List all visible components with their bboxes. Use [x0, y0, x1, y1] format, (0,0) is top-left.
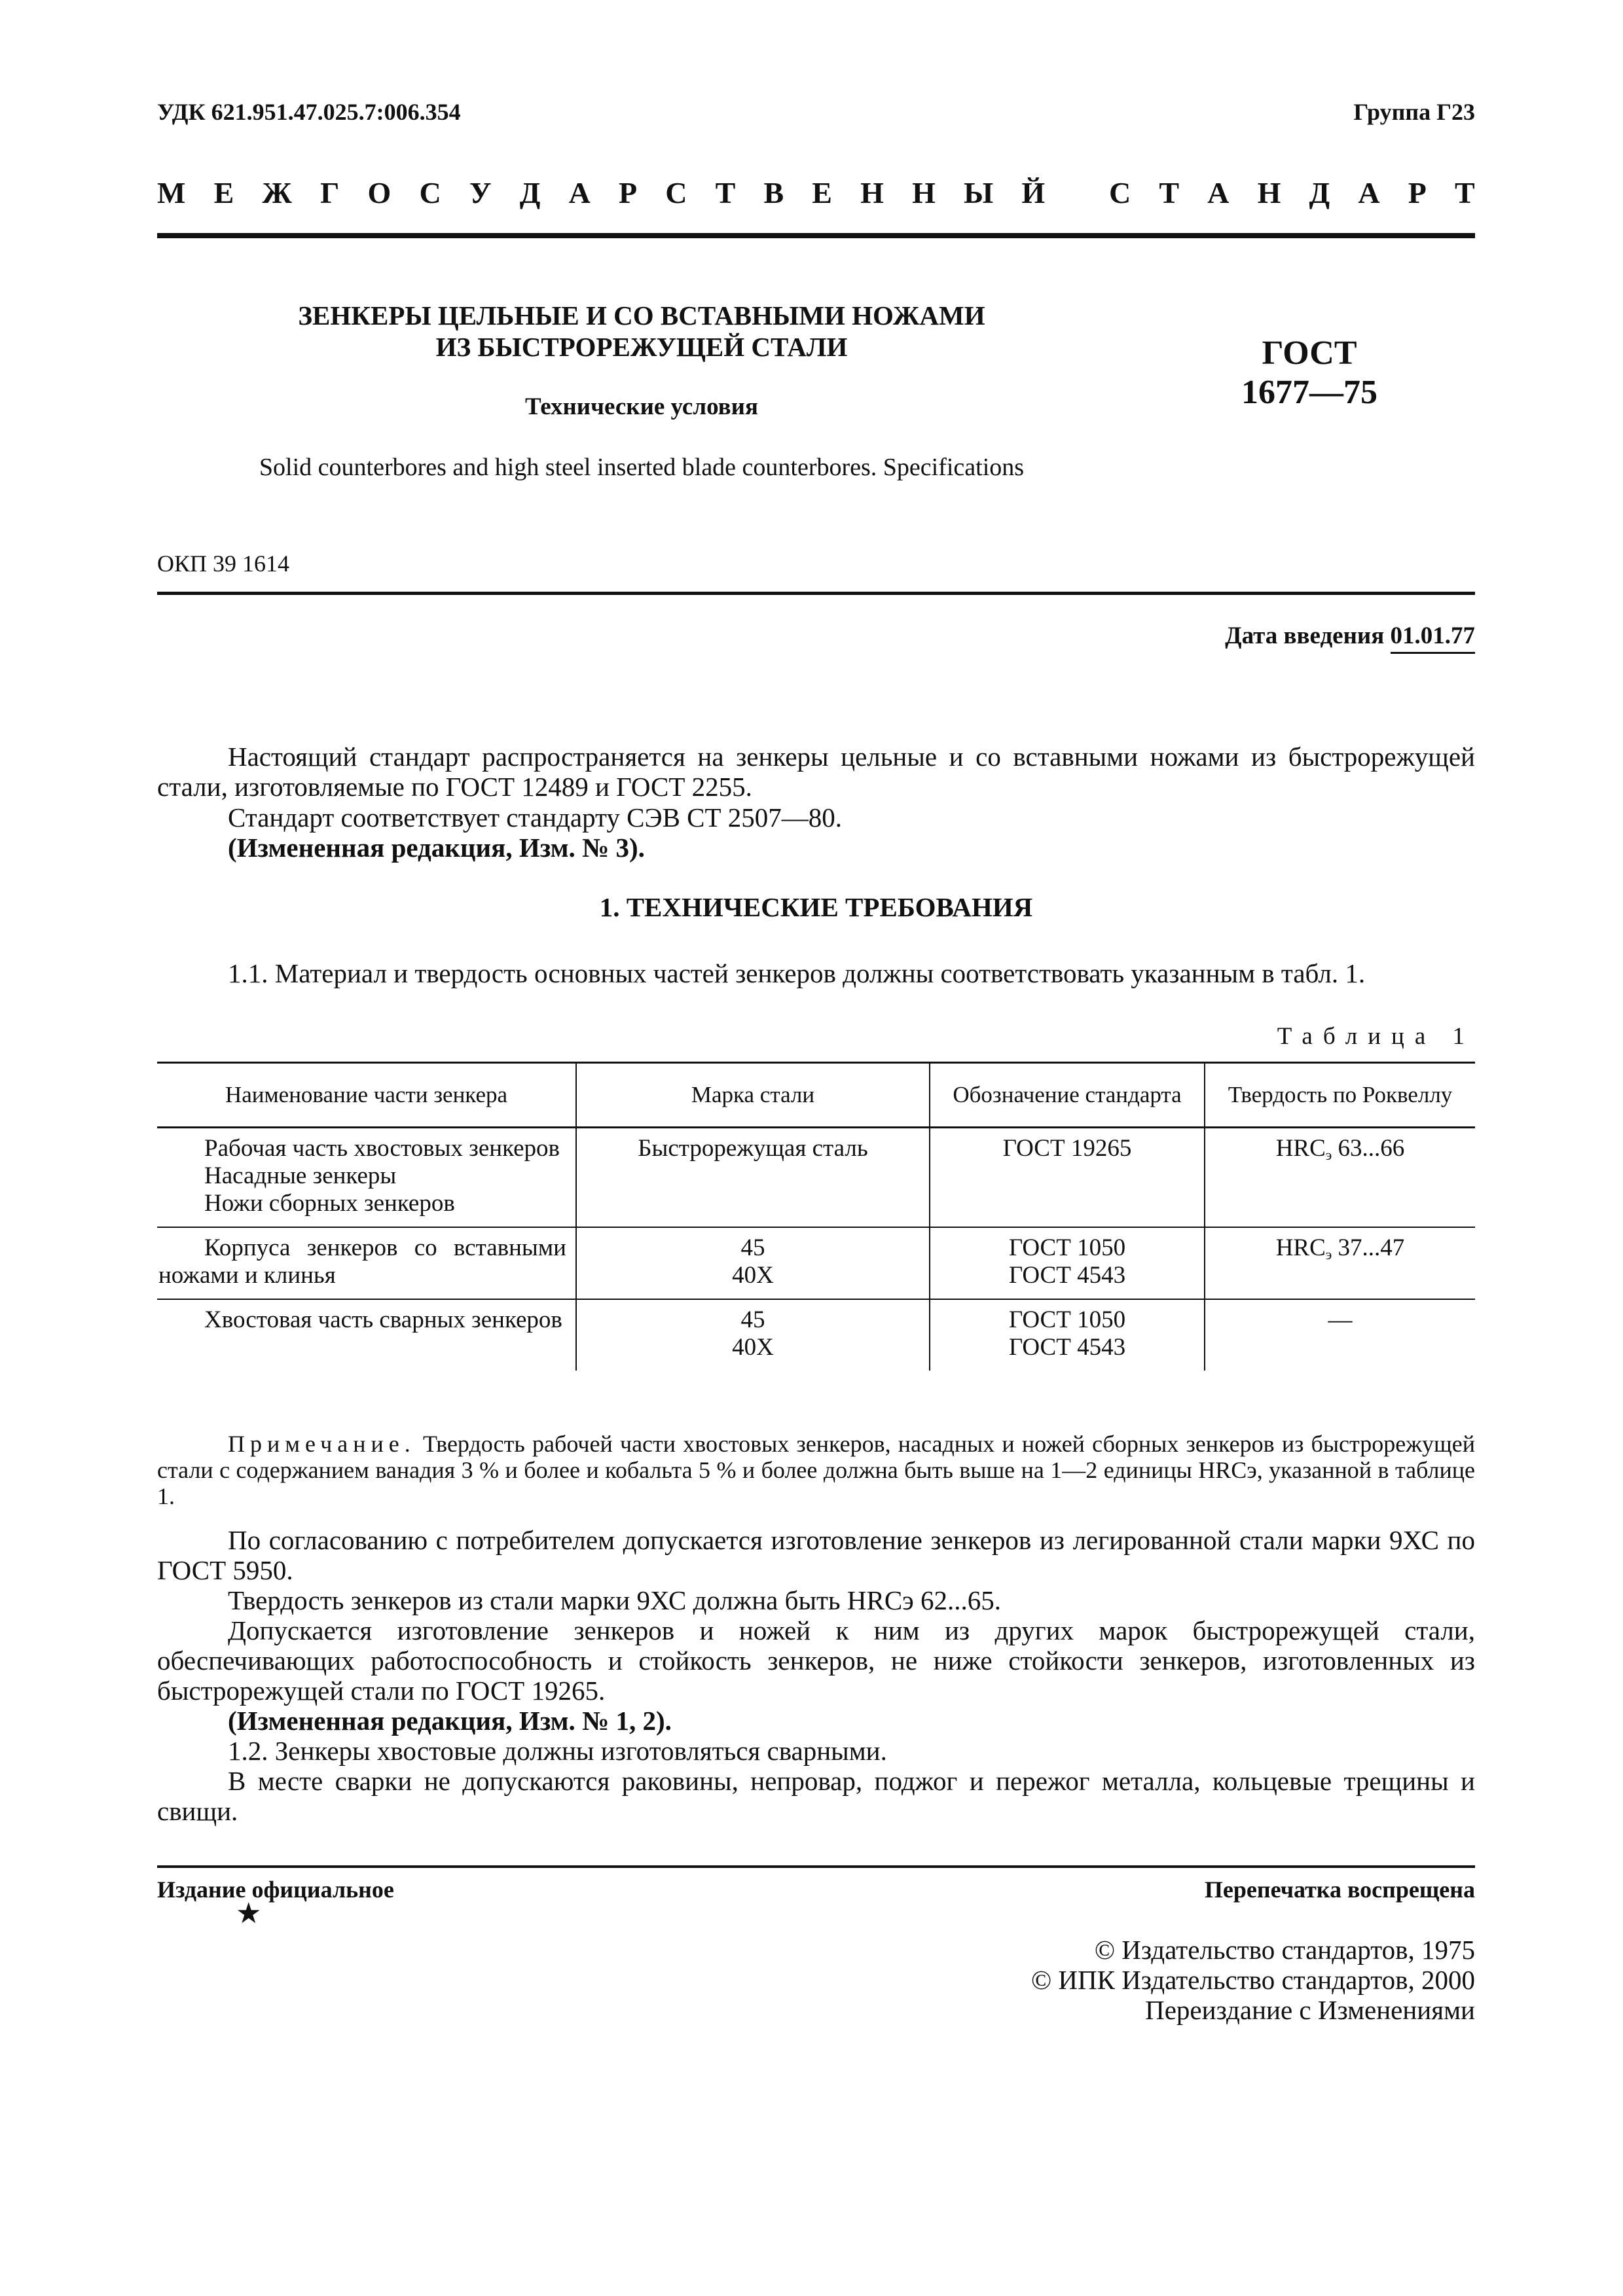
- intro-paragraph-1: Настоящий стандарт распространяется на зенкеры цельные и со вставными ножами из быстрорежущей стали, изготовляемые по ГОСТ 12489 и ГОСТ 2255.: [157, 742, 1475, 802]
- hardness-value: $HRC_э$ 63...66: [1275, 1135, 1405, 1163]
- standard-ref: ГОСТ 4543: [1008, 1262, 1126, 1289]
- copyright-1975: © Издательство стандартов, 1975: [1094, 1935, 1475, 1965]
- table-cell-hardness: [1205, 1128, 1475, 1228]
- intro-paragraph-2: Стандарт соответствует стандарту СЭВ СТ 2507—80.: [228, 802, 843, 833]
- standard-type-heading: [157, 175, 1475, 210]
- note-label: Примечание.: [228, 1431, 416, 1457]
- title-line-1: ЗЕНКЕРЫ ЦЕЛЬНЫЕ И СО ВСТАВНЫМИ НОЖАМИ: [298, 300, 985, 331]
- heading-letter: Д: [1309, 176, 1330, 209]
- heading-letter: А: [568, 176, 591, 209]
- body-paragraph-2: Твердость зенкеров из стали марки 9ХС должна быть HRCэ 62...65.: [228, 1585, 1002, 1615]
- table-cell-standard: [930, 1128, 1205, 1228]
- heading-letter: С: [665, 176, 687, 209]
- note-text: Твердость рабочей части хвостовых зенкеров, насадных и ножей сборных зенкеров из быстрорежущей стали с содержанием ванадия 3 % и более и кобальта 5 % и более должна быть выше на 1—2 единицы HRCэ, указанной в таблице 1.: [157, 1431, 1476, 1509]
- part-name: Насадные зенкеры: [204, 1162, 397, 1189]
- reissue-note: Переиздание с Изменениями: [1145, 1995, 1475, 2025]
- heading-letter: Е: [812, 176, 832, 209]
- body-amendment: (Измененная редакция, Изм. № 1, 2).: [228, 1706, 672, 1736]
- heading-letter: У: [469, 176, 492, 209]
- part-name: Корпуса зенкеров со вставными ножами и клинья: [158, 1234, 566, 1289]
- heading-letter: Й: [1021, 176, 1046, 209]
- heading-letter: Т: [715, 176, 736, 209]
- gost-designation: [1192, 334, 1427, 412]
- english-title: Solid counterbores and high steel inserted blade counterbores. Specifications: [259, 454, 1025, 481]
- footer-rule: [157, 1865, 1475, 1868]
- reprint-notice: Перепечатка воспрещена: [1204, 1876, 1475, 1903]
- heading-letter: Н: [912, 176, 936, 209]
- intro-date: [1225, 622, 1475, 650]
- part-name: Хвостовая часть сварных зенкеров: [204, 1306, 562, 1333]
- table-1: [157, 1062, 1475, 1371]
- heading-letter: Р: [618, 176, 638, 209]
- okp-rule: [157, 592, 1475, 595]
- steel-grade: 40Х: [732, 1334, 774, 1361]
- table-cell-standard: [930, 1299, 1205, 1371]
- okp-code: ОКП 39 1614: [157, 550, 290, 577]
- table-header-part: Наименование части зенкера: [157, 1063, 576, 1128]
- heading-letter: А: [1207, 176, 1230, 209]
- document-subtitle: Технические условия: [525, 393, 758, 420]
- table-cell-part: [157, 1227, 576, 1299]
- hardness-value: —: [1328, 1306, 1353, 1333]
- table-row: [157, 1299, 1475, 1371]
- copyright-2000: © ИПК Издательство стандартов, 2000: [1030, 1965, 1475, 1995]
- table-row: [157, 1227, 1475, 1299]
- heading-letter: Р: [1408, 176, 1427, 209]
- intro-amendment: (Измененная редакция, Изм. № 3).: [228, 833, 645, 863]
- table-cell-steel: [576, 1299, 930, 1371]
- steel-grade: 45: [740, 1234, 765, 1261]
- body-paragraph-6: В месте сварки не допускаются раковины, непровар, поджог и пережог металла, кольцевые трещины и свищи.: [157, 1766, 1475, 1826]
- table-cell-part: [157, 1128, 576, 1228]
- copyright-block: [1031, 1935, 1475, 2025]
- heading-letter: Ж: [262, 176, 292, 209]
- part-name: Ножи сборных зенкеров: [204, 1190, 455, 1217]
- title-line-2: ИЗ БЫСТРОРЕЖУЩЕЙ СТАЛИ: [435, 332, 848, 362]
- heading-letter: Ы: [964, 176, 994, 209]
- table-cell-steel: [576, 1128, 930, 1228]
- table-header-row: [157, 1063, 1475, 1128]
- document-title: [157, 300, 1126, 363]
- heading-letter: Н: [1257, 176, 1281, 209]
- star-icon: ★: [236, 1897, 262, 1929]
- heading-letter: Т: [1159, 176, 1180, 209]
- body-paragraph-3: Допускается изготовление зенкеров и ножей к ним из других марок быстрорежущей стали, обеспечивающих работоспособность и стойкость зенкеров, не ниже стойкости зенкеров, изготовленных из быстрорежущей стали по ГОСТ 19265.: [157, 1615, 1475, 1706]
- official-edition: Издание официальное: [157, 1876, 394, 1903]
- clause-1-1: 1.1. Материал и твердость основных частей зенкеров должны соответствовать указанным в табл. 1.: [228, 958, 1366, 988]
- heading-letter: [1073, 175, 1081, 210]
- standard-ref: ГОСТ 1050: [1008, 1306, 1126, 1333]
- heading-letter: Д: [519, 176, 541, 209]
- table-cell-hardness: [1205, 1227, 1475, 1299]
- part-name: Рабочая часть хвостовых зенкеров: [204, 1135, 560, 1162]
- udk-code: УДК 621.951.47.025.7:006.354: [157, 99, 461, 125]
- heading-letter: Е: [213, 176, 234, 209]
- heading-letter: М: [157, 176, 186, 209]
- intro-date-value: 01.01.77: [1391, 622, 1476, 654]
- table-row: [157, 1128, 1475, 1228]
- heading-letter: О: [367, 176, 392, 209]
- standard-ref: ГОСТ 4543: [1008, 1334, 1126, 1361]
- heading-letter: С: [419, 176, 441, 209]
- hardness-value: $HRC_э$ 37...47: [1275, 1234, 1405, 1263]
- table-cell-steel: [576, 1227, 930, 1299]
- standard-ref: ГОСТ 19265: [1002, 1135, 1132, 1162]
- steel-grade: Быстрорежущая сталь: [638, 1135, 868, 1162]
- heading-letter: Н: [860, 176, 884, 209]
- table-cell-hardness: [1205, 1299, 1475, 1371]
- table-caption: Таблица 1: [1277, 1023, 1475, 1050]
- heading-letter: В: [763, 176, 784, 209]
- body-paragraph-1: По согласованию с потребителем допускается изготовление зенкеров из легированной стали марки 9ХС по ГОСТ 5950.: [157, 1525, 1475, 1585]
- table-note: [157, 1431, 1475, 1509]
- clause-1-2: 1.2. Зенкеры хвостовые должны изготовляться сварными.: [228, 1736, 887, 1766]
- heading-letter: А: [1358, 176, 1380, 209]
- table-cell-standard: [930, 1227, 1205, 1299]
- group-code: Группа Г23: [1353, 99, 1475, 125]
- steel-grade: 45: [740, 1306, 765, 1333]
- intro-date-label: Дата введения: [1225, 622, 1385, 649]
- steel-grade: 40Х: [732, 1262, 774, 1289]
- header-rule: [157, 233, 1475, 238]
- heading-letter: Г: [320, 176, 340, 209]
- gost-label: ГОСТ: [1262, 334, 1357, 372]
- table-header-steel: Марка стали: [576, 1063, 930, 1128]
- table-cell-part: [157, 1299, 576, 1371]
- table-header-standard: Обозначение стандарта: [930, 1063, 1205, 1128]
- gost-number: 1677—75: [1241, 374, 1377, 411]
- standard-ref: ГОСТ 1050: [1008, 1234, 1126, 1261]
- table-header-hardness: Твердость по Роквеллу: [1205, 1063, 1475, 1128]
- heading-letter: С: [1108, 176, 1131, 209]
- section-1-heading: 1. ТЕХНИЧЕСКИЕ ТРЕБОВАНИЯ: [599, 892, 1033, 922]
- heading-letter: Т: [1454, 176, 1475, 209]
